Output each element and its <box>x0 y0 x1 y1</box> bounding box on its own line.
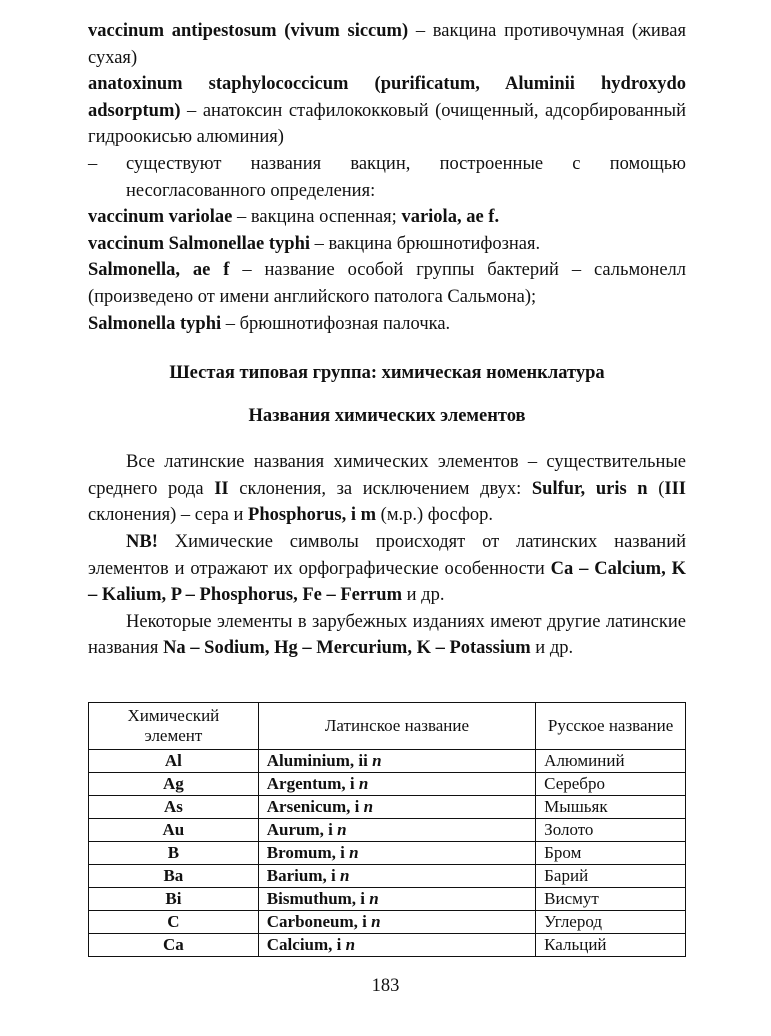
russian-name: Кальций <box>536 934 686 957</box>
gender-mark: n <box>345 935 356 954</box>
gender-mark: n <box>339 866 350 885</box>
russian-name: Барий <box>536 865 686 888</box>
table-row <box>89 750 686 773</box>
translation: – вакцина брюшнотифозная. <box>310 233 541 254</box>
latin-name-text: Bromum, i <box>266 843 345 862</box>
russian-name: Золото <box>536 819 686 842</box>
table-row <box>89 842 686 865</box>
text: Все латинские названия химических элементов – существительные среднего рода <box>88 452 686 499</box>
paragraph-variola <box>88 204 686 231</box>
table-row <box>89 934 686 957</box>
gender-mark: n <box>372 751 382 770</box>
latin-name-text: Aurum, i <box>266 820 333 839</box>
latin-name-text: Calcium, i <box>266 935 342 954</box>
translation: – название особой группы бактерий – сальмонелл (произведено от имени английского патолога Сальмона); <box>88 260 687 307</box>
table-row <box>89 911 686 934</box>
table-row <box>89 819 686 842</box>
table-row <box>89 888 686 911</box>
latin-name <box>258 796 535 819</box>
latin-name-text: Argentum, i <box>266 774 355 793</box>
russian-name: Серебро <box>536 773 686 796</box>
latin-name-text: Aluminium, ii <box>266 751 368 770</box>
text: склонения, за исключением двух: <box>228 478 532 499</box>
header-russian: Русское название <box>536 703 686 750</box>
paragraph-salmonella <box>88 257 686 310</box>
elements-table <box>88 702 686 957</box>
header-latin: Латинское название <box>258 703 535 750</box>
latin-term: vaccinum Salmonellae typhi <box>88 233 311 254</box>
latin-name-text: Arsenicum, i <box>266 797 360 816</box>
text: (м.р.) фосфор. <box>376 505 494 526</box>
element-symbol: Ba <box>89 865 259 888</box>
element-symbol: Au <box>89 819 259 842</box>
element-symbol: B <box>89 842 259 865</box>
element-symbol: Ag <box>89 773 259 796</box>
text: склонения) – сера и <box>88 505 249 526</box>
latin-name <box>258 750 535 773</box>
latin-name <box>258 819 535 842</box>
subsection-heading: Названия химических элементов <box>248 406 526 427</box>
header-element: Химический элемент <box>89 703 259 750</box>
paragraph-dash-item <box>88 151 686 204</box>
table-row <box>89 865 686 888</box>
paragraph-neuter-names <box>88 449 686 529</box>
latin-term: Salmonella, ae f <box>88 260 230 281</box>
paragraph-salmonella-typhi <box>88 311 686 338</box>
page-number: 183 <box>371 976 400 996</box>
text: Химические символы происходят от латинских названий элементов и отражают их орфографические особенности <box>88 531 686 579</box>
paragraph-anatoxin <box>88 71 686 151</box>
latin-name <box>258 911 535 934</box>
element-symbol: Al <box>89 750 259 773</box>
translation: – брюшнотифозная палочка. <box>221 313 451 334</box>
gender-mark: n <box>369 889 379 908</box>
table-row <box>89 773 686 796</box>
russian-name: Бром <box>536 842 686 865</box>
russian-name: Углерод <box>536 911 686 934</box>
translation: – вакцина противочумная (живая сухая) <box>88 21 686 68</box>
element-symbol: Ca <box>89 934 259 957</box>
element-symbol: C <box>89 911 259 934</box>
gender-mark: n <box>371 912 381 931</box>
text-bold: II <box>214 478 229 499</box>
latin-name <box>258 865 535 888</box>
text: Некоторые элементы в зарубежных изданиях имеют другие латинские названия <box>88 611 686 659</box>
text-bold: Na – Sodium, Hg – Mercurium, K – Potassium <box>163 638 531 659</box>
table-row <box>89 796 686 819</box>
latin-name-text: Bismuthum, i <box>266 889 366 908</box>
text-bold: Phosphorus, i m <box>248 505 377 526</box>
paragraph-foreign-names <box>88 609 686 662</box>
paragraph-plague-vaccine <box>88 18 686 71</box>
latin-name <box>258 888 535 911</box>
translation: – анатоксин стафилококковый (очищенный, адсорбированный гидроокисью алюминия) <box>88 100 686 148</box>
table-header-row <box>89 703 686 750</box>
translation: – вакцина оспенная; <box>232 207 402 228</box>
text-bold: Sulfur, uris n <box>531 478 648 499</box>
element-symbol: Bi <box>89 888 259 911</box>
page-content <box>88 18 687 954</box>
russian-name: Алюминий <box>536 750 686 773</box>
text: и др. <box>530 638 574 659</box>
latin-term: vaccinum variolae <box>88 207 233 228</box>
section-heading: Шестая типовая группа: химическая номенклатура <box>169 363 605 384</box>
gender-mark: n <box>363 797 374 816</box>
latin-term: anatoxinum staphylococcicum (purificatum, Aluminii hydroxydo adsorptum) <box>88 74 686 121</box>
gender-mark: n <box>358 774 369 793</box>
latin-term: Salmonella typhi <box>88 313 222 334</box>
gender-mark: n <box>337 820 347 839</box>
element-symbol: As <box>89 796 259 819</box>
russian-name: Мышьяк <box>536 796 686 819</box>
text: и др. <box>402 585 445 606</box>
text: ( <box>647 478 665 499</box>
paragraph-nb <box>88 529 686 609</box>
latin-name-text: Carboneum, i <box>266 912 367 931</box>
text-bold: NB! <box>126 531 158 552</box>
latin-name <box>258 842 535 865</box>
latin-name-text: Barium, i <box>266 866 336 885</box>
dash-text: существуют названия вакцин, построенные с помощью несогласованного определения: <box>126 153 686 201</box>
text-bold: Ca – Calcium, K – Kalium, P – Phosphorus, Fe – Ferrum <box>88 558 686 606</box>
text-bold: III <box>664 478 686 499</box>
latin-name <box>258 773 535 796</box>
russian-name: Висмут <box>536 888 686 911</box>
latin-term: variola, ae f. <box>401 207 500 228</box>
gender-mark: n <box>349 843 359 862</box>
paragraph-typhoid-vaccine <box>88 231 686 258</box>
dash-marker: – <box>88 153 98 174</box>
latin-name <box>258 934 535 957</box>
latin-term: vaccinum antipestosum (vivum siccum) <box>88 21 409 41</box>
